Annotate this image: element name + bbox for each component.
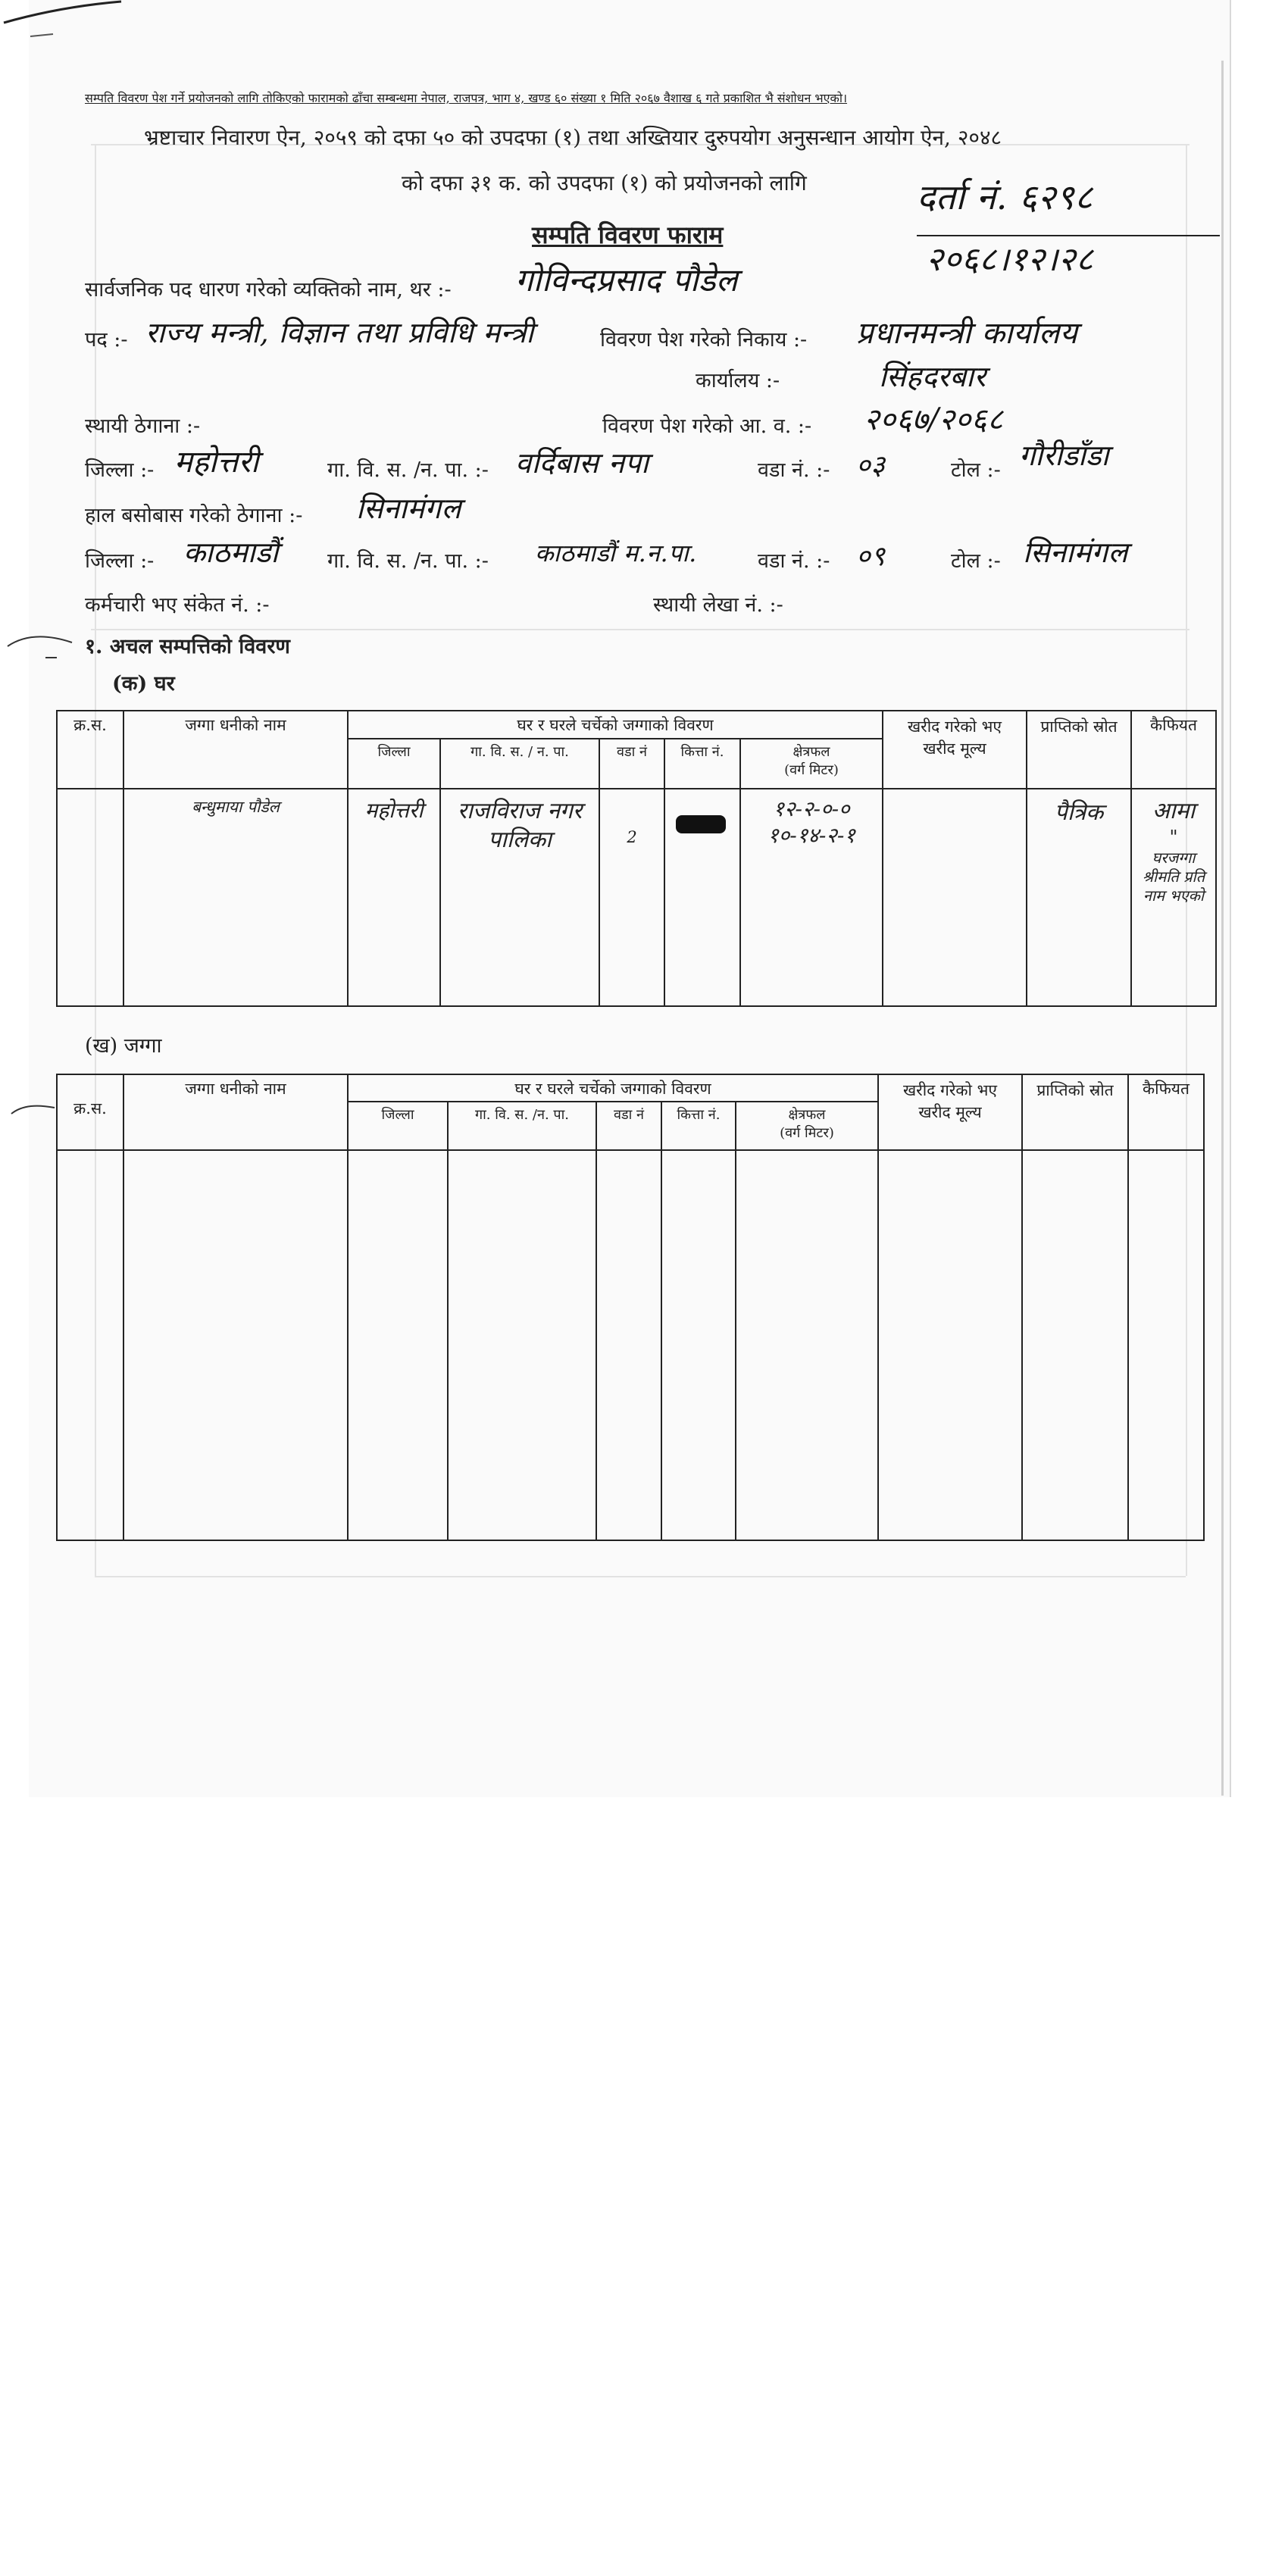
house-header-vdc: गा. वि. स. / न. पा. (440, 739, 599, 789)
land-header-sn: क्र.स. (57, 1074, 123, 1150)
bleed-through-line (95, 1576, 1186, 1577)
name-label: सार्वजनिक पद धारण गरेको व्यक्तिको नाम, थर :- (85, 278, 452, 302)
table-row (57, 789, 1216, 1006)
house-remarks-line-5: नाम भएको (1143, 886, 1205, 905)
section-immovable-property-title: १. अचल सम्पत्तिको विवरण (85, 635, 290, 658)
redacted-kitta-number (676, 815, 726, 833)
vdc-label-1: गा. वि. स. /न. पा. :- (327, 458, 489, 482)
subsection-house-title: (क) घर (112, 672, 175, 696)
land-header-owner: जग्गा धनीको नाम (123, 1074, 348, 1150)
house-cell-remarks (1131, 789, 1216, 1006)
house-cell-kitta (664, 789, 740, 1006)
land-header-group: घर र घरले चर्चेको जग्गाको विवरण (348, 1074, 878, 1102)
land-header-vdc: गा. वि. स. /न. पा. (448, 1102, 596, 1150)
land-header-price: खरीद गरेको भए खरीद मूल्य (878, 1074, 1022, 1150)
fiscal-year-value: २०६७/२०६८ (864, 402, 1004, 437)
house-cell-ward: 2 (599, 789, 664, 1006)
land-header-source: प्राप्तिको स्रोत (1022, 1074, 1128, 1150)
post-label: पद :- (85, 328, 128, 352)
land-header-area (736, 1102, 878, 1150)
house-header-owner: जग्गा धनीको नाम (123, 711, 348, 789)
house-header-source: प्राप्तिको स्रोत (1027, 711, 1131, 789)
name-value: गोविन्दप्रसाद पौडेल (515, 261, 739, 299)
binder-mark-icon (8, 1097, 61, 1127)
vdc-value-2: काठमाडौं म.न.पा. (535, 539, 697, 567)
land-cell-price (878, 1150, 1022, 1540)
binder-mark-icon (0, 627, 83, 673)
house-remarks-line-3: घरजग्गा (1152, 848, 1196, 867)
land-header-ward: वडा नं (596, 1102, 661, 1150)
district-label-2: जिल्ला :- (85, 549, 155, 573)
land-header-area-unit: (वर्ग मिटर) (780, 1125, 834, 1141)
land-cell-area (736, 1150, 878, 1540)
vdc-value-1: वर्दिबास नपा (515, 446, 649, 480)
house-header-group: घर र घरले चर्चेको जग्गाको विवरण (348, 711, 883, 739)
vdc-label-2: गा. वि. स. /न. पा. :- (327, 549, 489, 573)
fiscal-year-label: विवरण पेश गरेको आ. व. :- (602, 414, 812, 438)
house-header-ward: वडा नं (599, 739, 664, 789)
house-header-area-label: क्षेत्रफल (792, 744, 830, 760)
office-value: सिंहदरबार (879, 360, 986, 393)
land-cell-owner (123, 1150, 348, 1540)
house-remarks-line-2: " (1169, 826, 1178, 848)
ward-label-2: वडा नं. :- (758, 549, 830, 573)
land-table (56, 1074, 1205, 1541)
tole-value-1: गौरीडाँडा (1019, 439, 1109, 472)
land-header-kitta: कित्ता नं. (661, 1102, 736, 1150)
sheet-edge-shadow (1221, 61, 1224, 1796)
ward-value-1: ०३ (856, 450, 886, 481)
land-cell-remarks (1128, 1150, 1204, 1540)
tole-value-2: सिनामंगल (1023, 536, 1128, 569)
land-cell-kitta (661, 1150, 736, 1540)
form-title: सम्पति विवरण फाराम (532, 220, 724, 249)
header-top-note: सम्पति विवरण पेश गर्ने प्रयोजनको लागि तोकिएको फारामको ढाँचा सम्बन्धमा नेपाल, राजपत्र, भाग ४, खण्ड ६० संख्या १ मिति २०६७ वैशाख ६ गते प्रकाशित भै संशोधन भएको। (85, 91, 848, 105)
house-cell-area (740, 789, 883, 1006)
land-header-district: जिल्ला (348, 1102, 448, 1150)
house-cell-vdc: राजविराज नगर पालिका (440, 789, 599, 1006)
table-row (57, 1150, 1204, 1540)
house-header-sn: क्र.स. (57, 711, 123, 789)
house-remarks-line-4: श्रीमति प्रति (1142, 867, 1205, 886)
house-header-kitta: कित्ता नं. (664, 739, 740, 789)
land-cell-sn (57, 1150, 123, 1540)
house-header-district: जिल्ला (348, 739, 440, 789)
land-cell-district (348, 1150, 448, 1540)
current-address-label: हाल बसोबास गरेको ठेगाना :- (85, 504, 303, 527)
act-reference-line-2: को दफा ३१ क. को उपदफा (१) को प्रयोजनको लागि (402, 170, 807, 195)
house-cell-sn (57, 789, 123, 1006)
land-cell-vdc (448, 1150, 596, 1540)
tole-label-2: टोल :- (951, 549, 1001, 573)
house-header-area-unit: (वर्ग मिटर) (784, 762, 839, 778)
land-cell-source (1022, 1150, 1128, 1540)
house-area-line-2: १०-१४-२-१ (767, 823, 855, 848)
house-cell-price (883, 789, 1027, 1006)
land-cell-ward (596, 1150, 661, 1540)
house-area-line-1: १२-२-०-० (773, 796, 850, 821)
bleed-through-line (91, 629, 1190, 630)
post-value: राज्य मन्त्री, विज्ञान तथा प्रविधि मन्त्री (145, 316, 534, 349)
house-header-price: खरीद गरेको भए खरीद मूल्य (883, 711, 1027, 789)
submitting-body-value: प्रधानमन्त्री कार्यालय (856, 316, 1078, 351)
folded-corner-icon (0, 0, 129, 53)
submitting-body-label: विवरण पेश गरेको निकाय :- (600, 328, 808, 352)
district-value-1: महोत्तरी (174, 445, 259, 480)
permanent-account-label: स्थायी लेखा नं. :- (653, 593, 783, 617)
land-header-area-label: क्षेत्रफल (788, 1107, 826, 1123)
district-label-1: जिल्ला :- (85, 458, 155, 482)
land-header-remarks: कैफियत (1128, 1074, 1204, 1150)
act-reference-line-1: भ्रष्टाचार निवारण ऐन, २०५९ को दफा ५० को उपदफा (१) तथा अख्तियार दुरुपयोग अनुसन्धान आयोग ऐन, २०४८ (144, 125, 1002, 150)
house-header-remarks: कैफियत (1131, 711, 1216, 789)
house-cell-owner: बन्धुमाया पौडेल (123, 789, 348, 1006)
current-address-value: सिनामंगल (356, 492, 461, 525)
house-table (56, 710, 1217, 1007)
ward-label-1: वडा नं. :- (758, 458, 830, 482)
subsection-land-title: (ख) जग्गा (85, 1034, 162, 1058)
office-label: कार्यालय :- (696, 369, 780, 392)
handwritten-registration-number: दर्ता नं. ६२९८ (917, 177, 1093, 217)
permanent-address-label: स्थायी ठेगाना :- (85, 414, 201, 438)
house-cell-district: महोत्तरी (348, 789, 440, 1006)
handwritten-date: २०६८।१२।२८ (926, 240, 1094, 279)
house-remarks-line-1: आमा (1152, 798, 1196, 824)
staff-code-label: कर्मचारी भए संकेत नं. :- (85, 593, 270, 617)
tole-label-1: टोल :- (951, 458, 1001, 482)
house-cell-source: पैत्रिक (1027, 789, 1131, 1006)
house-header-area (740, 739, 883, 789)
district-value-2: काठमाडौं (183, 536, 279, 569)
ward-value-2: ०९ (856, 541, 886, 572)
